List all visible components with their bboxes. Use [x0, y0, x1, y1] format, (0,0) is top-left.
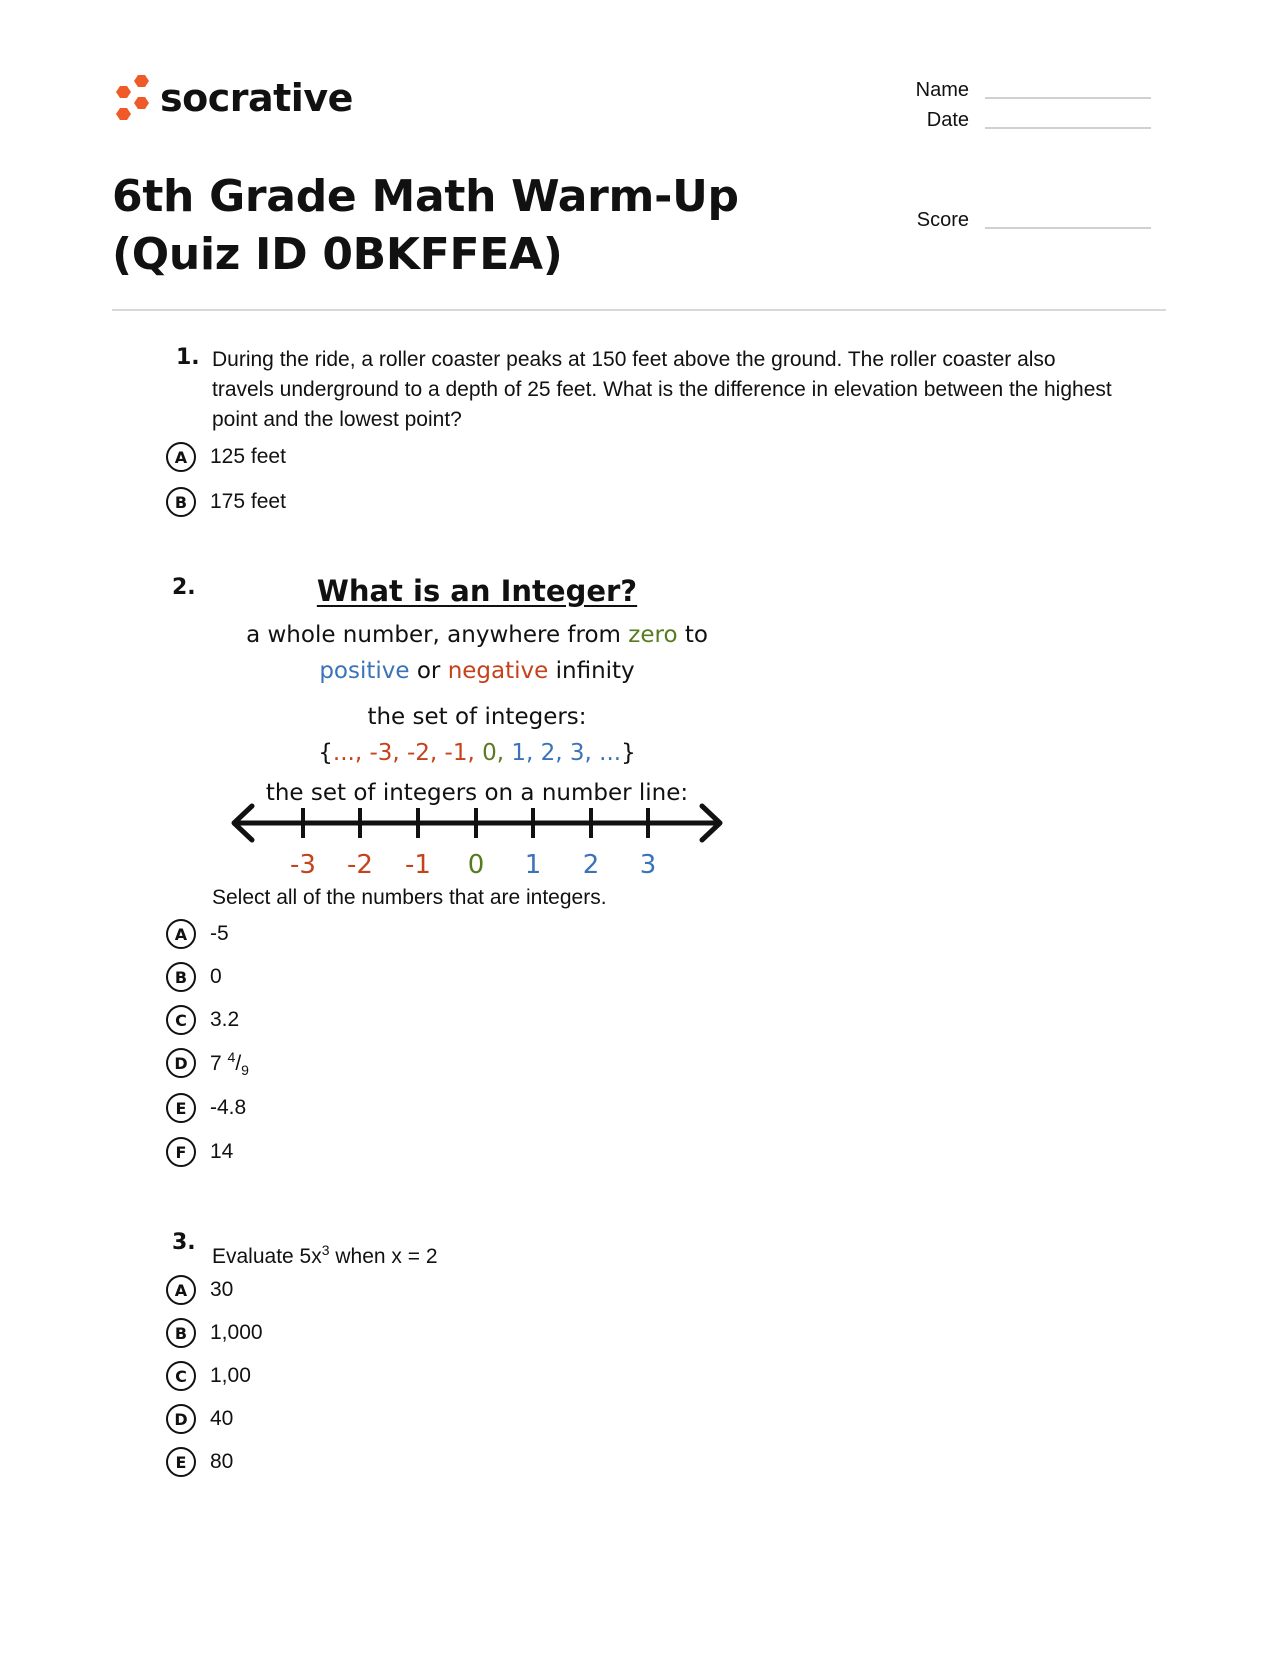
option-letter-circle[interactable]: C — [166, 1361, 196, 1391]
brand-name: socrative — [160, 76, 353, 120]
question-number: 1. — [176, 345, 200, 370]
option-letter-circle[interactable]: F — [166, 1137, 196, 1167]
fraction-numerator: 4 — [227, 1048, 236, 1065]
option-text: 3.2 — [210, 1008, 240, 1031]
option-letter-circle[interactable]: B — [166, 1318, 196, 1348]
option-letter-circle[interactable]: A — [166, 1275, 196, 1305]
option-letter-circle[interactable]: A — [166, 442, 196, 472]
option-letter-circle[interactable]: D — [166, 1404, 196, 1434]
page-title: 6th Grade Math Warm-Up (Quiz ID 0BKFFEA) — [112, 171, 739, 280]
question-text: Select all of the numbers that are integers. — [212, 886, 607, 909]
option-text: 40 — [210, 1407, 234, 1430]
expression-text: when x = 2 — [329, 1245, 438, 1268]
tick-label: 3 — [639, 850, 657, 880]
figure-definition-line-2 — [222, 658, 732, 684]
option-d[interactable] — [166, 1046, 249, 1080]
option-text: 0 — [210, 965, 222, 988]
integer-definition-figure — [222, 568, 732, 878]
option-letter-circle[interactable]: E — [166, 1093, 196, 1123]
option-text: 80 — [210, 1450, 234, 1473]
option-e[interactable] — [166, 1091, 246, 1125]
brace: { — [318, 740, 333, 766]
name-field[interactable] — [860, 80, 1151, 100]
option-text: 175 feet — [210, 490, 286, 513]
definition-text: or — [409, 658, 448, 684]
question-number: 3. — [172, 1230, 196, 1255]
option-c[interactable] — [166, 1003, 239, 1037]
definition-text: a whole number, anywhere from — [246, 622, 629, 648]
score-input-line[interactable] — [985, 227, 1151, 229]
option-d[interactable] — [166, 1402, 233, 1436]
tick-label: 1 — [524, 850, 542, 880]
score-field[interactable] — [860, 210, 1151, 230]
option-letter-circle[interactable]: E — [166, 1447, 196, 1477]
option-f[interactable] — [166, 1135, 233, 1169]
option-b[interactable] — [166, 960, 222, 994]
option-letter-circle[interactable]: B — [166, 962, 196, 992]
option-text: -4.8 — [210, 1096, 247, 1119]
option-c[interactable] — [166, 1359, 251, 1393]
integer-set — [222, 740, 732, 766]
header-divider — [112, 309, 1166, 311]
option-text: 1,000 — [210, 1321, 263, 1344]
name-label: Name — [915, 79, 969, 101]
option-a[interactable] — [166, 440, 286, 474]
definition-text: to — [677, 622, 708, 648]
option-b[interactable] — [166, 1316, 263, 1350]
negative-integers: ..., -3, -2, -1, — [332, 740, 475, 766]
question-number: 2. — [172, 575, 196, 600]
option-text: 14 — [210, 1140, 234, 1163]
socrative-logo — [112, 72, 353, 124]
option-a[interactable] — [166, 1273, 233, 1307]
tick-label: -3 — [290, 850, 316, 880]
number-line-arrow-icon — [222, 800, 732, 850]
negative-word: negative — [447, 658, 549, 684]
option-letter-circle[interactable]: B — [166, 487, 196, 517]
number-line — [222, 800, 732, 880]
fraction-whole: 7 — [210, 1051, 222, 1075]
option-letter-circle[interactable]: C — [166, 1005, 196, 1035]
option-text: 30 — [210, 1278, 234, 1301]
name-input-line[interactable] — [985, 97, 1151, 99]
option-e[interactable] — [166, 1445, 233, 1479]
option-letter-circle[interactable]: D — [166, 1048, 196, 1078]
date-label: Date — [926, 109, 969, 131]
zero-integer: 0, — [474, 740, 505, 766]
expression-text: Evaluate 5x — [212, 1245, 322, 1268]
figure-title: What is an Integer? — [316, 574, 638, 608]
option-text: -5 — [210, 922, 229, 945]
set-label: the set of integers: — [367, 704, 587, 730]
score-label: Score — [916, 209, 969, 231]
tick-label: 2 — [582, 850, 600, 880]
option-a[interactable] — [166, 917, 229, 951]
hexagon-logo-icon — [112, 73, 152, 123]
option-b[interactable] — [166, 485, 286, 519]
question-text — [212, 1235, 438, 1272]
option-text-fraction: 7 $^4/_9$ — [210, 1048, 249, 1078]
tick-label: 0 — [467, 850, 485, 880]
definition-text: infinity — [548, 658, 635, 684]
tick-label: -1 — [405, 850, 431, 880]
option-text: 125 feet — [210, 445, 286, 468]
zero-word: zero — [628, 622, 678, 648]
figure-definition-line-1 — [222, 622, 732, 648]
option-text: 1,00 — [210, 1364, 251, 1387]
positive-integers: 1, 2, 3, ... — [504, 740, 622, 766]
fraction-denominator: 9 — [241, 1061, 249, 1078]
date-input-line[interactable] — [985, 127, 1151, 129]
date-field[interactable] — [860, 110, 1151, 130]
numberline-label: the set of integers on a number line: — [265, 780, 689, 806]
exponent: 3 — [321, 1242, 330, 1258]
tick-label: -2 — [347, 850, 373, 880]
brace: } — [621, 740, 636, 766]
positive-word: positive — [319, 658, 410, 684]
option-letter-circle[interactable]: A — [166, 919, 196, 949]
question-text: During the ride, a roller coaster peaks at 150 feet above the ground. The roller coaster also travels underground to a depth of 25 feet. What is the difference in elevation between the highest point and the lowest point? — [212, 348, 1112, 431]
